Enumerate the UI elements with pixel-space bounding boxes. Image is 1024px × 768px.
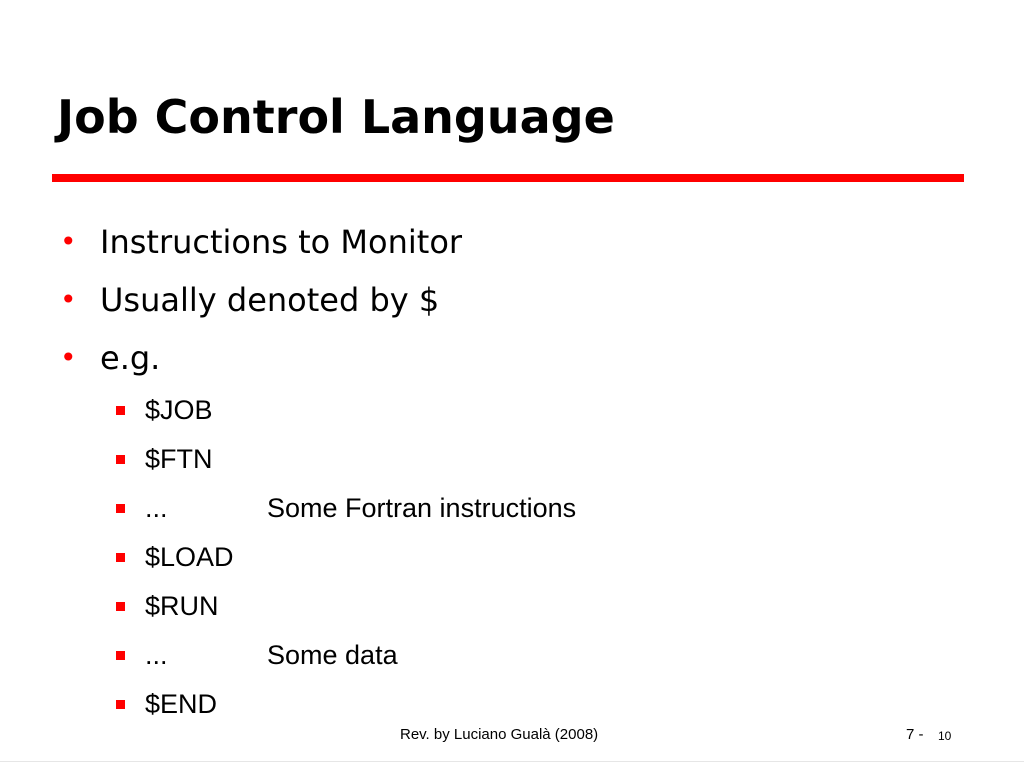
chapter-number: 7 - <box>906 726 924 743</box>
bullet-dot-icon: • <box>60 283 77 316</box>
square-bullet-icon <box>116 553 125 562</box>
sub-bullet-text: $LOAD <box>145 542 234 572</box>
bullet-text: e.g. <box>100 339 161 377</box>
square-bullet-icon <box>116 504 125 513</box>
sub-bullet-text: ... <box>145 493 168 523</box>
title-underline <box>52 174 964 182</box>
sub-bullet-text: ... <box>145 640 168 670</box>
bullet-text: Instructions to Monitor <box>100 223 463 261</box>
square-bullet-icon <box>116 651 125 660</box>
sub-bullet-text: $FTN <box>145 444 213 474</box>
sub-bullet-text: $JOB <box>145 395 213 425</box>
bullet-dot-icon: • <box>60 225 77 258</box>
square-bullet-icon <box>116 602 125 611</box>
footer-divider <box>0 761 1024 762</box>
bullet-text: Usually denoted by $ <box>100 281 440 319</box>
sub-bullet-description: Some data <box>267 640 398 670</box>
sub-bullet-text: $END <box>145 689 218 719</box>
sub-bullet-description: Some Fortran instructions <box>267 493 577 523</box>
square-bullet-icon <box>116 406 125 415</box>
page-number: 10 <box>938 729 952 743</box>
slide-title: Job Control Language <box>57 90 615 144</box>
sub-bullet-text: $RUN <box>145 591 219 621</box>
square-bullet-icon <box>116 700 125 709</box>
bullet-dot-icon: • <box>60 341 77 374</box>
footer-credit: Rev. by Luciano Gualà (2008) <box>400 726 599 743</box>
square-bullet-icon <box>116 455 125 464</box>
